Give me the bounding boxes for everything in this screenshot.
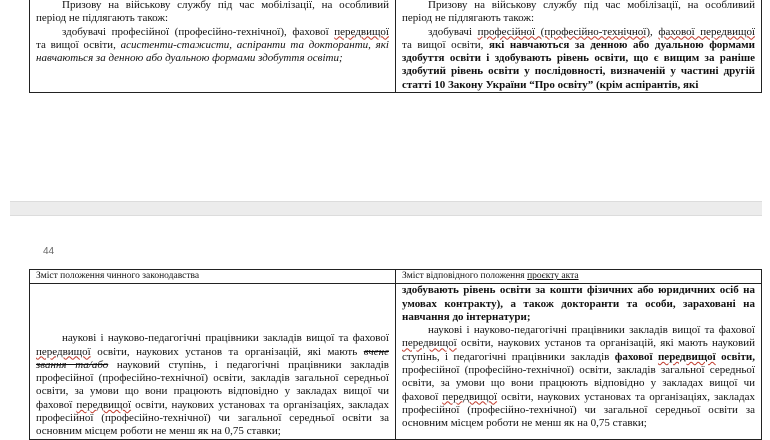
current-law-paragraph-1: Призову на військову службу під час мобілізації, на особливий період не підлягають також: <box>36 0 389 25</box>
draft-act-paragraph-2: здобувачі професійної (професійно-технічної), фахової передвищої та вищої освіти, які навчаються за денною або дуальною формами здобуття освіти і здобувають рівень освіти, що є вищим за раніше здобутий рівень освіти у послідовності, визначеній у частині другій статті 10 Закону України “Про освіту” (крім аспірантів, які <box>402 25 756 91</box>
header-draft-act: Зміст відповідного положення проєкту акта <box>396 270 762 284</box>
page-separator <box>10 201 762 216</box>
comparison-table-bottom <box>29 269 762 440</box>
draft-act-cell <box>396 0 762 93</box>
draft-act-paragraph-1: Призову на військову службу під час мобілізації, на особливий період не підлягають також: <box>402 0 755 25</box>
current-law-paragraph-2: здобувачі професійної (професійно-технічної), фахової передвищої та вищої освіти, асистенти-стажисти, аспіранти та докторанти, які навчаються за денною або дуальною формами здобуття освіти; <box>36 25 389 65</box>
document-page-top <box>0 0 770 196</box>
draft-act-cell-2 <box>396 284 762 439</box>
current-law-cell <box>30 0 396 93</box>
current-law-paragraph-3: наукові і науково-педагогічні працівники закладів вищої та фахової передвищої освіти, наукових установ та організацій, які мають вчене звання та/або науковий ступінь, і педагогічні працівники закладів професійної (професійно-технічної) освіти, закладів загальної середньої освіти, за умови що вони працюють відповідно у закладах вищої чи фахової передвищої освіти, наукових установах та організаціях, закладах професійної (професійно-технічної) чи загальної середньої освіти за основним місцем роботи не менш як на 0,75 ставки; <box>36 332 390 438</box>
current-law-cell-2 <box>30 284 396 439</box>
draft-act-bold-continuation: здобувають рівень освіти за кошти фізичних або юридичних осіб на умовах контракту), а також докторанти та особи, зараховані на навчання до інтернатури; <box>402 284 755 323</box>
blank-space <box>36 284 389 332</box>
comparison-table-top <box>29 0 762 93</box>
page-number: 44 <box>43 246 55 257</box>
header-current-law: Зміст положення чинного законодавства <box>30 270 396 284</box>
draft-act-paragraph-3: наукові і науково-педагогічні працівники закладів вищої та фахової передвищої освіти, наукових установ та організацій, які мають науковий ступінь, і педагогічні працівники закладів фахової передвищої освіти, професійної (професійно-технічної) освіти, закладів загальної середньої освіти, за умови що вони працюють відповідно у закладах вищої чи фахової передвищої освіти, наукових установах та організаціях, закладах професійної (професійно-технічної) чи загальної середньої освіти за основним місцем роботи не менш як на 0,75 ставки; <box>402 324 756 430</box>
